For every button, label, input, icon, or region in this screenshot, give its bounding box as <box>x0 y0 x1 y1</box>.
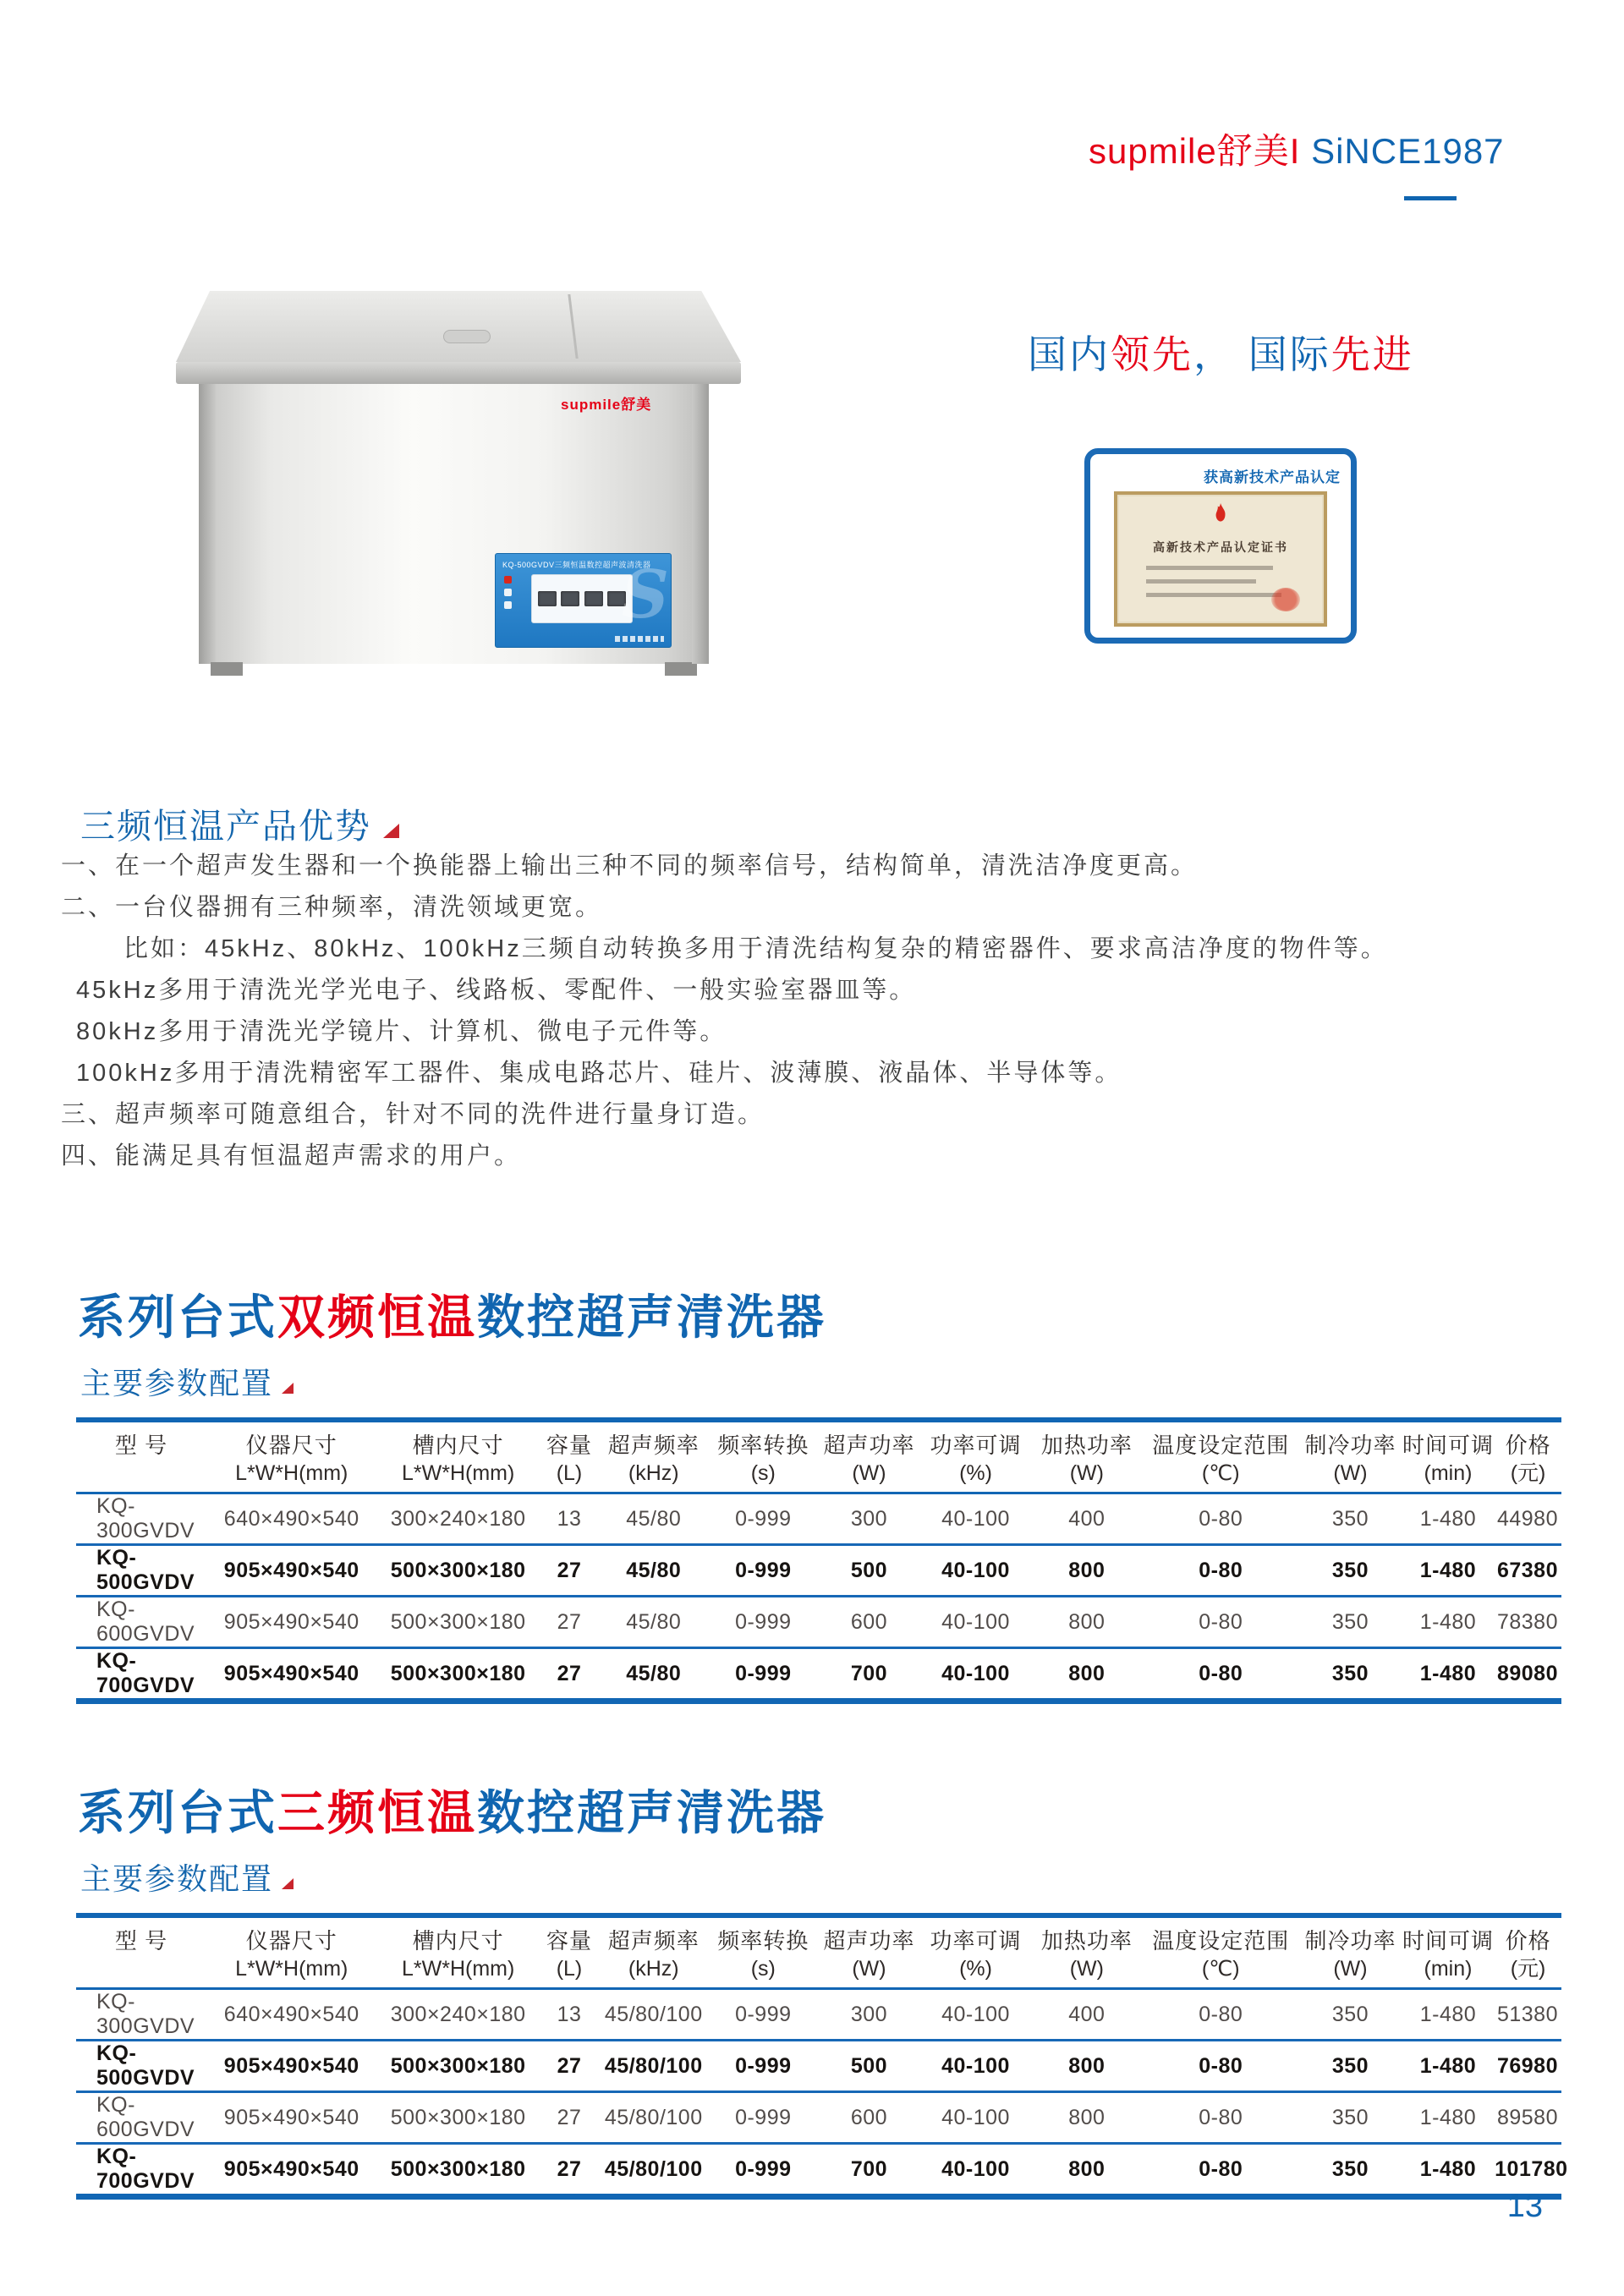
lid-seam <box>568 294 578 359</box>
value-cell: 45/80 <box>626 1609 682 1634</box>
value-cell: 45/80/100 <box>604 2053 703 2078</box>
value-cell: 40-100 <box>941 2053 1010 2078</box>
value-cell: 1-480 <box>1419 2156 1477 2181</box>
text-segment: ， <box>1193 332 1248 376</box>
value-cell: 905×490×540 <box>223 1558 359 1582</box>
value-cell: 40-100 <box>941 1558 1010 1582</box>
certificate-caption: 获高新技术产品认定 <box>1204 469 1341 485</box>
control-panel-title: KQ-500GVDV三频恒温数控超声波清洗器 <box>502 561 651 569</box>
value-cell: 800 <box>1068 2156 1106 2181</box>
value-cell: 1-480 <box>1419 1661 1477 1685</box>
section-subtitle-text: 主要参数配置 <box>80 1366 274 1400</box>
spec-table <box>76 1417 1561 1704</box>
value-cell: 600 <box>850 1609 888 1634</box>
value-cell: 500×300×180 <box>390 2105 526 2129</box>
value-cell: 300×240×180 <box>390 1506 526 1531</box>
value-cell: 350 <box>1331 1506 1369 1531</box>
panel-key <box>504 589 512 596</box>
value-cell: 700 <box>850 2156 888 2181</box>
table-row <box>76 1989 1561 2041</box>
certificate-text-line <box>1146 579 1256 584</box>
table-row <box>76 1545 1561 1597</box>
value-cell: 45/80/100 <box>604 2002 703 2026</box>
lcd-display <box>538 591 557 606</box>
text-segment: 三频恒温 <box>277 1786 477 1839</box>
value-cell: 0-80 <box>1199 1609 1243 1634</box>
slogan <box>1028 324 1414 380</box>
column-header: 槽内尺寸 L*W*H(mm) <box>402 1433 515 1485</box>
brand-name: supmile舒美I <box>1089 131 1301 171</box>
value-cell: 800 <box>1068 1609 1106 1634</box>
advantage-line: 比如：45kHz、80kHz、100kHz三频自动转换多用于清洗结构复杂的精密器件、要求高洁净度的物件等。 <box>123 935 1388 962</box>
column-header: 制冷功率 (W) <box>1304 1433 1396 1485</box>
value-cell: 13 <box>557 1506 582 1531</box>
value-cell: 0-999 <box>735 1506 792 1531</box>
column-header: 容量 (L) <box>546 1433 592 1485</box>
column-header: 价格 (元) <box>1505 1433 1551 1485</box>
value-cell: 800 <box>1068 2053 1106 2078</box>
value-cell: 350 <box>1331 2053 1369 2078</box>
section-subtitle <box>80 1855 294 1899</box>
value-cell: 78380 <box>1496 1609 1558 1634</box>
value-cell: 0-999 <box>735 1661 792 1685</box>
value-cell: 905×490×540 <box>223 2105 359 2129</box>
section-marker-icon <box>282 1878 294 1889</box>
table-header-row <box>76 1915 1561 1989</box>
value-cell: 500×300×180 <box>390 1609 526 1634</box>
value-cell: 0-999 <box>735 2002 792 2026</box>
section-heading-triple <box>78 1776 826 1844</box>
value-cell: 0-80 <box>1199 2053 1243 2078</box>
table-row <box>76 2041 1561 2092</box>
column-header: 槽内尺寸 L*W*H(mm) <box>402 1928 515 1981</box>
value-cell: 27 <box>557 1558 582 1582</box>
text-segment: 国内 <box>1028 332 1111 376</box>
value-cell: 27 <box>557 1661 582 1685</box>
text-segment: 数控超声清洗器 <box>477 1290 826 1344</box>
certificate-paper <box>1114 491 1327 627</box>
advantage-line: 45kHz多用于清洗光学光电子、线路板、零配件、一般实验室器皿等。 <box>76 977 917 1004</box>
value-cell: 0-80 <box>1199 2156 1243 2181</box>
model-cell: KQ-600GVDV <box>96 1597 195 1646</box>
value-cell: 300 <box>850 2002 888 2026</box>
display-console <box>531 574 633 623</box>
value-cell: 500×300×180 <box>390 1661 526 1685</box>
model-cell: KQ-500GVDV <box>96 2041 195 2090</box>
value-cell: 1-480 <box>1419 2002 1477 2026</box>
value-cell: 45/80/100 <box>604 2105 703 2129</box>
column-header: 温度设定范围 (℃) <box>1152 1433 1290 1485</box>
value-cell: 800 <box>1068 1558 1106 1582</box>
advantage-line: 二、一台仪器拥有三种频率，清洗领域更宽。 <box>61 894 603 921</box>
product-brand-label: supmile舒美 <box>561 397 652 413</box>
column-header: 超声频率 (kHz) <box>607 1928 700 1981</box>
spec-table-triple <box>76 1913 1568 2200</box>
page-number: 13 <box>1506 2189 1543 2224</box>
certificate-card <box>1084 448 1357 644</box>
lid-handle <box>443 330 491 343</box>
value-cell: 0-80 <box>1199 1661 1243 1685</box>
s-wave-watermark: S <box>621 556 669 633</box>
text-segment: 国际 <box>1248 332 1331 376</box>
value-cell: 45/80 <box>626 1558 682 1582</box>
text-segment: 先进 <box>1330 332 1414 376</box>
value-cell: 0-80 <box>1199 1506 1243 1531</box>
value-cell: 350 <box>1331 2105 1369 2129</box>
control-panel <box>495 553 672 648</box>
advantages-title <box>80 798 399 848</box>
column-header: 功率可调 (%) <box>930 1928 1022 1981</box>
text-segment: 系列台式 <box>78 1290 277 1344</box>
column-header: 时间可调 (min) <box>1402 1433 1494 1485</box>
model-cell: KQ-600GVDV <box>96 2093 195 2141</box>
certificate-text-line <box>1146 593 1281 597</box>
value-cell: 905×490×540 <box>223 1661 359 1685</box>
advantages-title-text: 三频恒温产品优势 <box>80 807 371 846</box>
brand-since: SiNCE1987 <box>1300 131 1505 171</box>
value-cell: 350 <box>1331 1558 1369 1582</box>
value-cell: 45/80/100 <box>604 2156 703 2181</box>
value-cell: 27 <box>557 2105 582 2129</box>
column-header: 加热功率 (W) <box>1040 1433 1133 1485</box>
value-cell: 300 <box>850 1506 888 1531</box>
column-header: 频率转换 (s) <box>717 1433 809 1485</box>
value-cell: 300×240×180 <box>390 2002 526 2026</box>
value-cell: 1-480 <box>1419 1558 1477 1582</box>
column-header: 制冷功率 (W) <box>1304 1928 1396 1981</box>
advantage-line: 80kHz多用于清洗光学镜片、计算机、微电子元件等。 <box>76 1018 727 1045</box>
table-row <box>76 1493 1561 1545</box>
lcd-display <box>584 591 603 606</box>
column-header: 温度设定范围 (℃) <box>1152 1928 1290 1981</box>
value-cell: 640×490×540 <box>223 2002 359 2026</box>
value-cell: 89080 <box>1496 1661 1558 1685</box>
value-cell: 27 <box>557 1609 582 1634</box>
value-cell: 500 <box>850 2053 888 2078</box>
value-cell: 0-999 <box>735 2156 792 2181</box>
value-cell: 400 <box>1068 1506 1106 1531</box>
advantage-line: 100kHz多用于清洗精密军工器件、集成电路芯片、硅片、波薄膜、液晶体、半导体等。 <box>76 1060 1122 1087</box>
value-cell: 67380 <box>1496 1558 1558 1582</box>
panel-keys <box>504 576 512 609</box>
section-subtitle-text: 主要参数配置 <box>80 1861 274 1896</box>
table-row <box>76 1648 1561 1701</box>
value-cell: 800 <box>1068 1661 1106 1685</box>
value-cell: 89580 <box>1496 2105 1558 2129</box>
value-cell: 40-100 <box>941 2156 1010 2181</box>
column-header: 容量 (L) <box>546 1928 592 1981</box>
value-cell: 1-480 <box>1419 2053 1477 2078</box>
value-cell: 0-999 <box>735 1558 792 1582</box>
value-cell: 44980 <box>1496 1506 1558 1531</box>
value-cell: 500×300×180 <box>390 1558 526 1582</box>
section-subtitle <box>80 1360 294 1403</box>
lid-lip <box>176 362 741 384</box>
column-header: 频率转换 (s) <box>717 1928 809 1981</box>
product-lid <box>176 291 741 362</box>
table-row <box>76 2144 1561 2197</box>
value-cell: 500×300×180 <box>390 2156 526 2181</box>
section-marker-icon <box>282 1383 294 1394</box>
value-cell: 27 <box>557 2156 582 2181</box>
value-cell: 350 <box>1331 1661 1369 1685</box>
column-header: 型 号 <box>114 1928 168 1954</box>
product-image <box>176 291 741 670</box>
column-header: 加热功率 (W) <box>1040 1928 1133 1981</box>
certificate-text-line <box>1146 566 1273 570</box>
value-cell: 13 <box>557 2002 582 2026</box>
table-row <box>76 2092 1561 2144</box>
model-cell: KQ-300GVDV <box>96 1494 195 1543</box>
value-cell: 40-100 <box>941 1609 1010 1634</box>
value-cell: 51380 <box>1496 2002 1558 2026</box>
spec-table-dual <box>76 1417 1561 1704</box>
text-segment: 系列台式 <box>78 1786 277 1839</box>
model-cell: KQ-300GVDV <box>96 1990 195 2038</box>
value-cell: 0-80 <box>1199 1558 1243 1582</box>
value-cell: 905×490×540 <box>223 1609 359 1634</box>
value-cell: 40-100 <box>941 1506 1010 1531</box>
column-header: 价格 (元) <box>1505 1928 1551 1981</box>
lcd-display <box>561 591 579 606</box>
advantages-list <box>61 846 1499 1177</box>
value-cell: 350 <box>1331 1609 1369 1634</box>
value-cell: 640×490×540 <box>223 1506 359 1531</box>
flame-emblem-icon <box>1211 503 1230 531</box>
certificate-title: 高新技术产品认定证书 <box>1153 541 1288 555</box>
power-key <box>504 576 512 584</box>
value-cell: 905×490×540 <box>223 2053 359 2078</box>
value-cell: 1-480 <box>1419 1506 1477 1531</box>
column-header: 超声功率 (W) <box>823 1928 915 1981</box>
value-cell: 45/80 <box>626 1506 682 1531</box>
value-cell: 0-999 <box>735 2053 792 2078</box>
value-cell: 0-999 <box>735 1609 792 1634</box>
value-cell: 600 <box>850 2105 888 2129</box>
value-cell: 1-480 <box>1419 2105 1477 2129</box>
table-header-row <box>76 1420 1561 1493</box>
brand-logo <box>1089 123 1505 174</box>
value-cell: 400 <box>1068 2002 1106 2026</box>
value-cell: 40-100 <box>941 2105 1010 2129</box>
column-header: 仪器尺寸 L*W*H(mm) <box>235 1928 348 1981</box>
panel-footer-text <box>615 636 664 642</box>
product-foot-right <box>665 662 697 676</box>
value-cell: 40-100 <box>941 2002 1010 2026</box>
brand-underline <box>1404 196 1457 200</box>
advantage-line: 四、能满足具有恒温超声需求的用户。 <box>61 1143 522 1170</box>
model-cell: KQ-500GVDV <box>96 1546 195 1594</box>
value-cell: 0-999 <box>735 2105 792 2129</box>
table-row <box>76 1597 1561 1648</box>
value-cell: 700 <box>850 1661 888 1685</box>
text-segment: 数控超声清洗器 <box>477 1786 826 1839</box>
value-cell: 800 <box>1068 2105 1106 2129</box>
value-cell: 45/80 <box>626 1661 682 1685</box>
model-cell: KQ-700GVDV <box>96 1649 195 1697</box>
value-cell: 500 <box>850 1558 888 1582</box>
spec-table <box>76 1913 1568 2200</box>
column-header: 时间可调 (min) <box>1402 1928 1494 1981</box>
column-header: 仪器尺寸 L*W*H(mm) <box>235 1433 348 1485</box>
text-segment: 领先 <box>1111 332 1193 376</box>
column-header: 功率可调 (%) <box>930 1433 1022 1485</box>
value-cell: 350 <box>1331 2002 1369 2026</box>
advantage-line: 三、超声频率可随意组合，针对不同的洗件进行量身订造。 <box>61 1101 765 1128</box>
column-header: 超声功率 (W) <box>823 1433 915 1485</box>
column-header: 超声频率 (kHz) <box>607 1433 700 1485</box>
value-cell: 101780 <box>1495 2156 1568 2181</box>
product-foot-left <box>211 662 243 676</box>
value-cell: 350 <box>1331 2156 1369 2181</box>
value-cell: 1-480 <box>1419 1609 1477 1634</box>
model-cell: KQ-700GVDV <box>96 2145 195 2193</box>
column-header: 型 号 <box>114 1433 168 1458</box>
text-segment: 双频恒温 <box>277 1290 477 1344</box>
value-cell: 0-80 <box>1199 2105 1243 2129</box>
certificate-seal <box>1271 588 1300 611</box>
value-cell: 0-80 <box>1199 2002 1243 2026</box>
value-cell: 76980 <box>1496 2053 1558 2078</box>
value-cell: 500×300×180 <box>390 2053 526 2078</box>
panel-key <box>504 601 512 609</box>
advantage-line: 一、在一个超声发生器和一个换能器上输出三种不同的频率信号，结构简单，清洗洁净度更高。 <box>61 852 1199 879</box>
value-cell: 27 <box>557 2053 582 2078</box>
section-heading-dual <box>78 1280 826 1348</box>
value-cell: 905×490×540 <box>223 2156 359 2181</box>
value-cell: 40-100 <box>941 1661 1010 1685</box>
section-marker-icon <box>383 824 399 838</box>
